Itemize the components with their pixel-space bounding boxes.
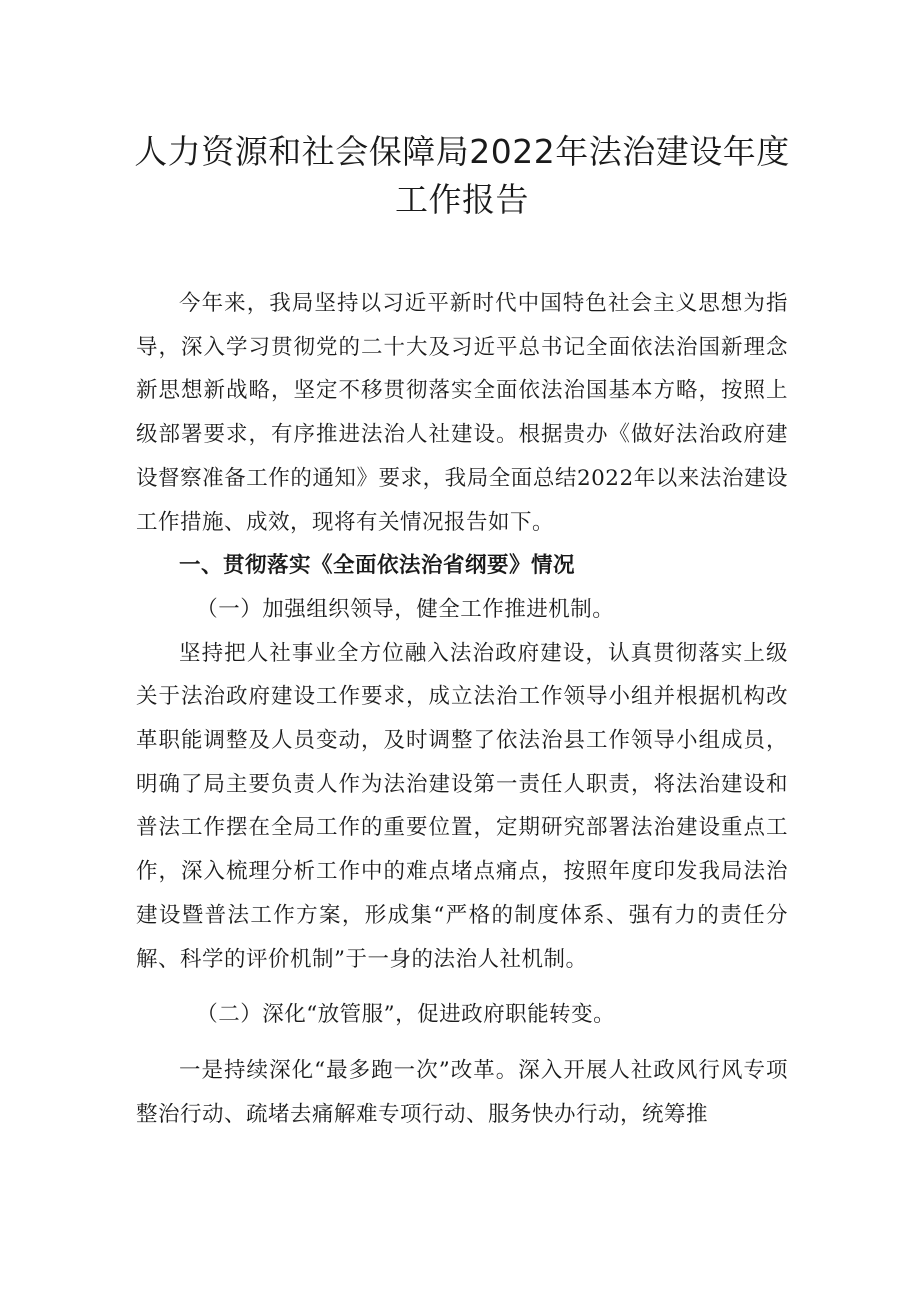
document-body [136,282,788,1136]
title-line-1: 人力资源和社会保障局2022年法治建设年度 [134,132,790,171]
document-title [116,128,808,224]
body-paragraph-1: 坚持把人社事业全方位融入法治政府建设，认真贯彻落实上级关于法治政府建设工作要求，成立法治工作领导小组并根据机构改革职能调整及人员变动，及时调整了依法治县工作领导小组成员，明确了局主要负责人作为法治建设第一责任人职责，将法治建设和普法工作摆在全局工作的重要位置，定期研究部署法治建设重点工作，深入梳理分析工作中的难点堵点痛点，按照年度印发我局法治建设暨普法工作方案，形成集“严格的制度体系、强有力的责任分解、科学的评价机制”于一身的法治人社机制。 [136,640,788,972]
document-page [136,128,788,1136]
intro-paragraph: 今年来，我局坚持以习近平新时代中国特色社会主义思想为指导，深入学习贯彻党的二十大及习近平总书记全面依法治国新理念新思想新战略，坚定不移贯彻落实全面依法治国基本方略，按照上级部署要求，有序推进法治人社建设。根据贵办《做好法治政府建设督察准备工作的通知》要求，我局全面总结2022年以来法治建设工作措施、成效，现将有关情况报告如下。 [136,291,788,535]
body-paragraph-2: 一是持续深化“最多跑一次”改革。深入开展人社政风行风专项整治行动、疏堵去痛解难专项行动、服务快办行动，统筹推 [136,1057,788,1127]
subsection-heading-1: （一）加强组织领导，健全工作推进机制。 [196,596,615,622]
section-heading-1: 一、贯彻落实《全面依法治省纲要》情况 [179,553,576,579]
subsection-heading-2: （二）深化“放管服”，促进政府职能转变。 [196,1002,616,1028]
title-line-2: 工作报告 [395,180,529,219]
